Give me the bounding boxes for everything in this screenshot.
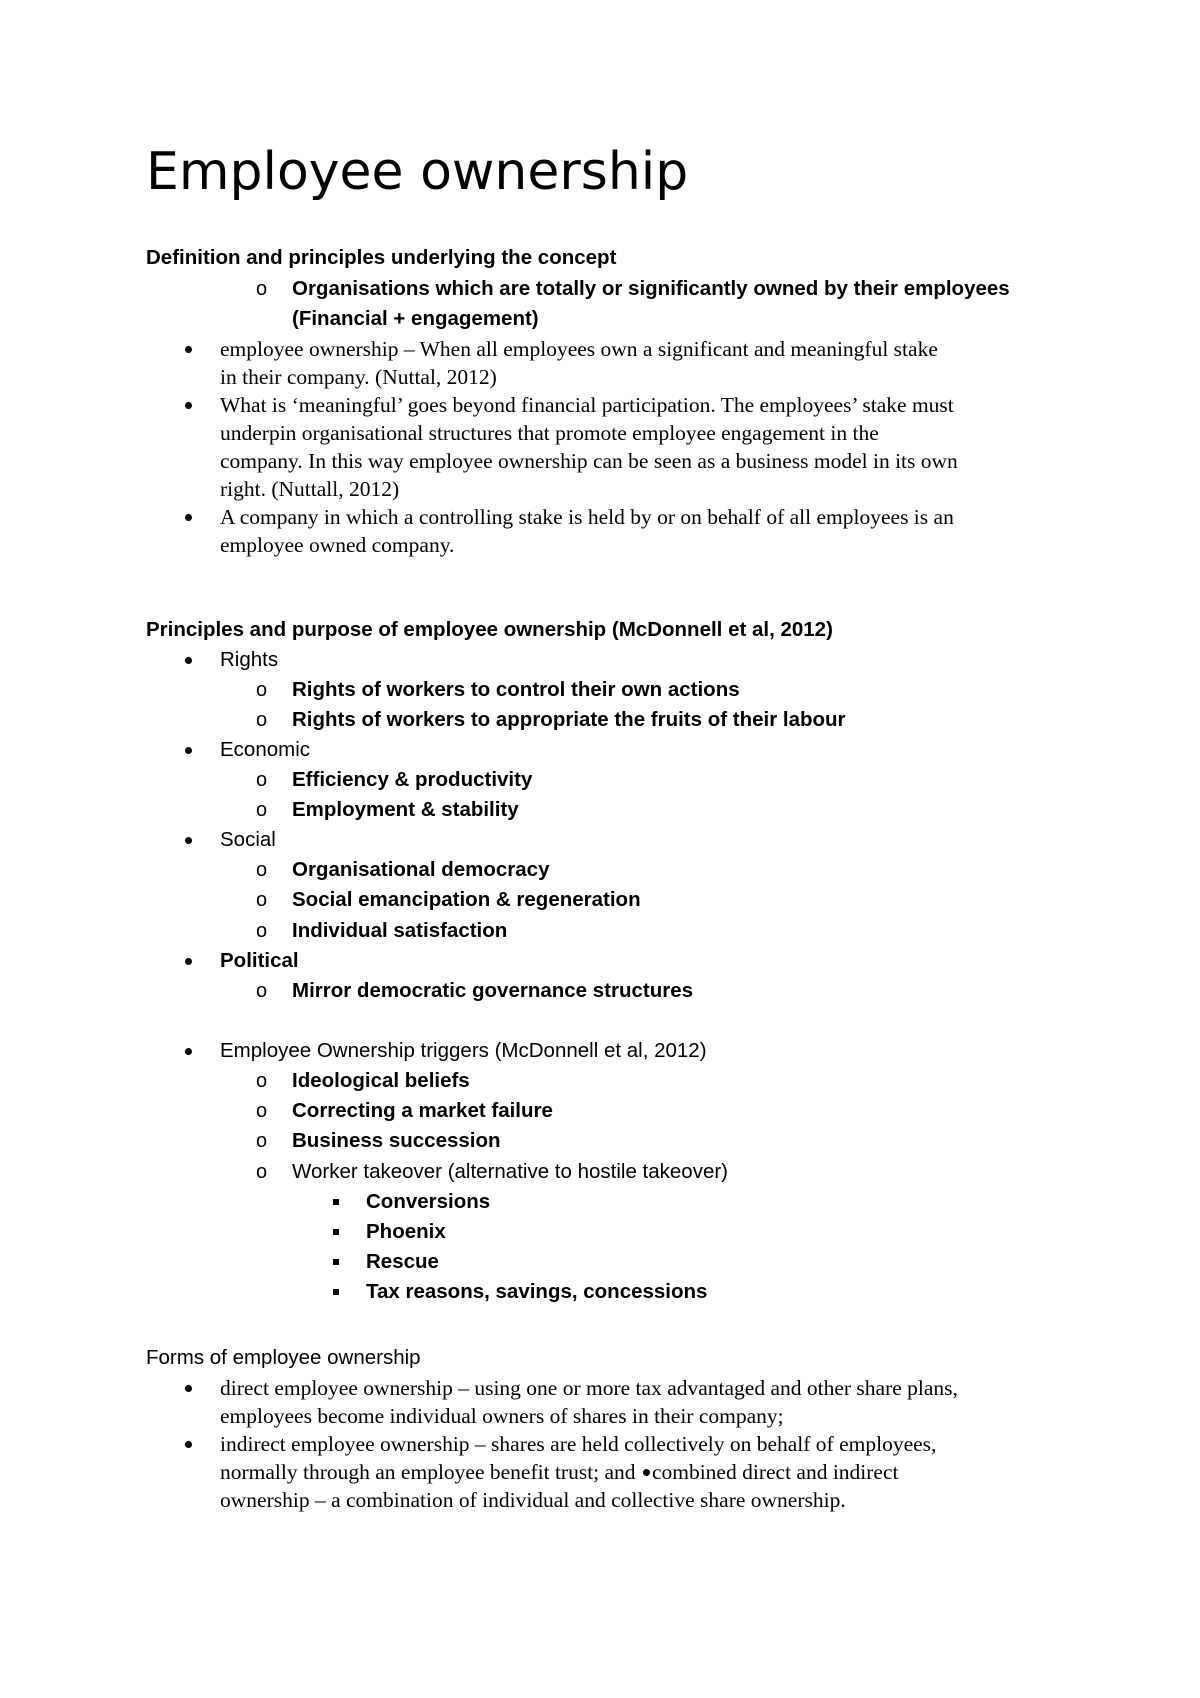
principle-item: Rights of workers to control their own actions (292, 678, 740, 701)
trigger-sub-item: Rescue (366, 1250, 439, 1273)
page-title: Employee ownership (146, 142, 689, 202)
bullet-icon (185, 1385, 192, 1392)
principle-item: Employment & stability (292, 798, 519, 821)
circle-bullet-icon: o (256, 679, 268, 701)
forms-bullet-line: ownership – a combination of individual and collective share ownership. (220, 1488, 846, 1512)
bullet-icon (185, 657, 192, 664)
square-bullet-icon (333, 1229, 339, 1235)
forms-heading: Forms of employee ownership (146, 1346, 421, 1369)
triggers-label: Employee Ownership triggers (McDonnell et al, 2012) (220, 1039, 707, 1062)
circle-bullet-icon: o (256, 920, 268, 942)
definition-sub-item-line: Organisations which are totally or significantly owned by their employees (292, 277, 1010, 300)
principle-group-label: Social (220, 828, 276, 851)
principle-item: Mirror democratic governance structures (292, 979, 694, 1002)
circle-bullet-icon: o (256, 1161, 268, 1183)
bullet-icon (185, 402, 192, 409)
principle-group-label: Economic (220, 738, 311, 761)
circle-bullet-icon: o (256, 709, 268, 731)
trigger-item: Ideological beliefs (292, 1069, 470, 1092)
circle-bullet-icon: o (256, 278, 268, 300)
principle-item: Organisational democracy (292, 858, 550, 881)
circle-bullet-icon: o (256, 859, 268, 881)
definition-bullet-line: A company in which a controlling stake is held by or on behalf of all employees is an (220, 505, 954, 529)
bullet-icon (185, 837, 192, 844)
square-bullet-icon (333, 1289, 339, 1295)
definition-bullet-line: right. (Nuttall, 2012) (220, 477, 400, 501)
principle-group-label: Rights (220, 648, 279, 671)
principle-item: Rights of workers to appropriate the fruits of their labour (292, 708, 846, 731)
principle-group-label: Political (220, 949, 299, 972)
bullet-icon (643, 1469, 650, 1476)
bullet-icon (185, 514, 192, 521)
bullet-icon (185, 1048, 192, 1055)
forms-bullet-text: combined direct and indirect (651, 1460, 899, 1484)
circle-bullet-icon: o (256, 1130, 268, 1152)
forms-bullet-line: indirect employee ownership – shares are held collectively on behalf of employees, (220, 1432, 937, 1456)
forms-bullet-line: employees become individual owners of shares in their company; (220, 1404, 784, 1428)
principle-item: Individual satisfaction (292, 919, 508, 942)
trigger-item: Worker takeover (alternative to hostile takeover) (292, 1160, 729, 1183)
bullet-icon (185, 1441, 192, 1448)
definition-bullet-line: employee ownership – When all employees own a significant and meaningful stake (220, 337, 938, 361)
definition-bullet-line: underpin organisational structures that promote employee engagement in the (220, 421, 879, 445)
trigger-item: Correcting a market failure (292, 1099, 553, 1122)
square-bullet-icon (333, 1259, 339, 1265)
circle-bullet-icon: o (256, 1100, 268, 1122)
definition-bullet-line: What is ‘meaningful’ goes beyond financial participation. The employees’ stake must (220, 393, 954, 417)
circle-bullet-icon: o (256, 1070, 268, 1092)
bullet-icon (185, 958, 192, 965)
definition-bullet-line: employee owned company. (220, 533, 455, 557)
definition-bullet-line: in their company. (Nuttal, 2012) (220, 365, 497, 389)
forms-bullet-line: direct employee ownership – using one or more tax advantaged and other share plans, (220, 1376, 958, 1400)
principle-item: Social emancipation & regeneration (292, 888, 641, 911)
trigger-item: Business succession (292, 1129, 501, 1152)
bullet-icon (185, 747, 192, 754)
definition-heading: Definition and principles underlying the concept (146, 246, 617, 269)
definition-bullet-line: company. In this way employee ownership can be seen as a business model in its own (220, 449, 958, 473)
circle-bullet-icon: o (256, 769, 268, 791)
bullet-icon (185, 346, 192, 353)
trigger-sub-item: Conversions (366, 1190, 491, 1213)
trigger-sub-item: Tax reasons, savings, concessions (366, 1280, 708, 1303)
principle-item: Efficiency & productivity (292, 768, 533, 791)
forms-bullet-text: normally through an employee benefit trust; and (220, 1460, 636, 1484)
trigger-sub-item: Phoenix (366, 1220, 446, 1243)
circle-bullet-icon: o (256, 980, 268, 1002)
forms-bullet-line (220, 1458, 899, 1486)
circle-bullet-icon: o (256, 799, 268, 821)
definition-sub-item-line: (Financial + engagement) (292, 307, 539, 330)
principles-heading: Principles and purpose of employee ownership (McDonnell et al, 2012) (146, 618, 833, 641)
square-bullet-icon (333, 1199, 339, 1205)
circle-bullet-icon: o (256, 889, 268, 911)
